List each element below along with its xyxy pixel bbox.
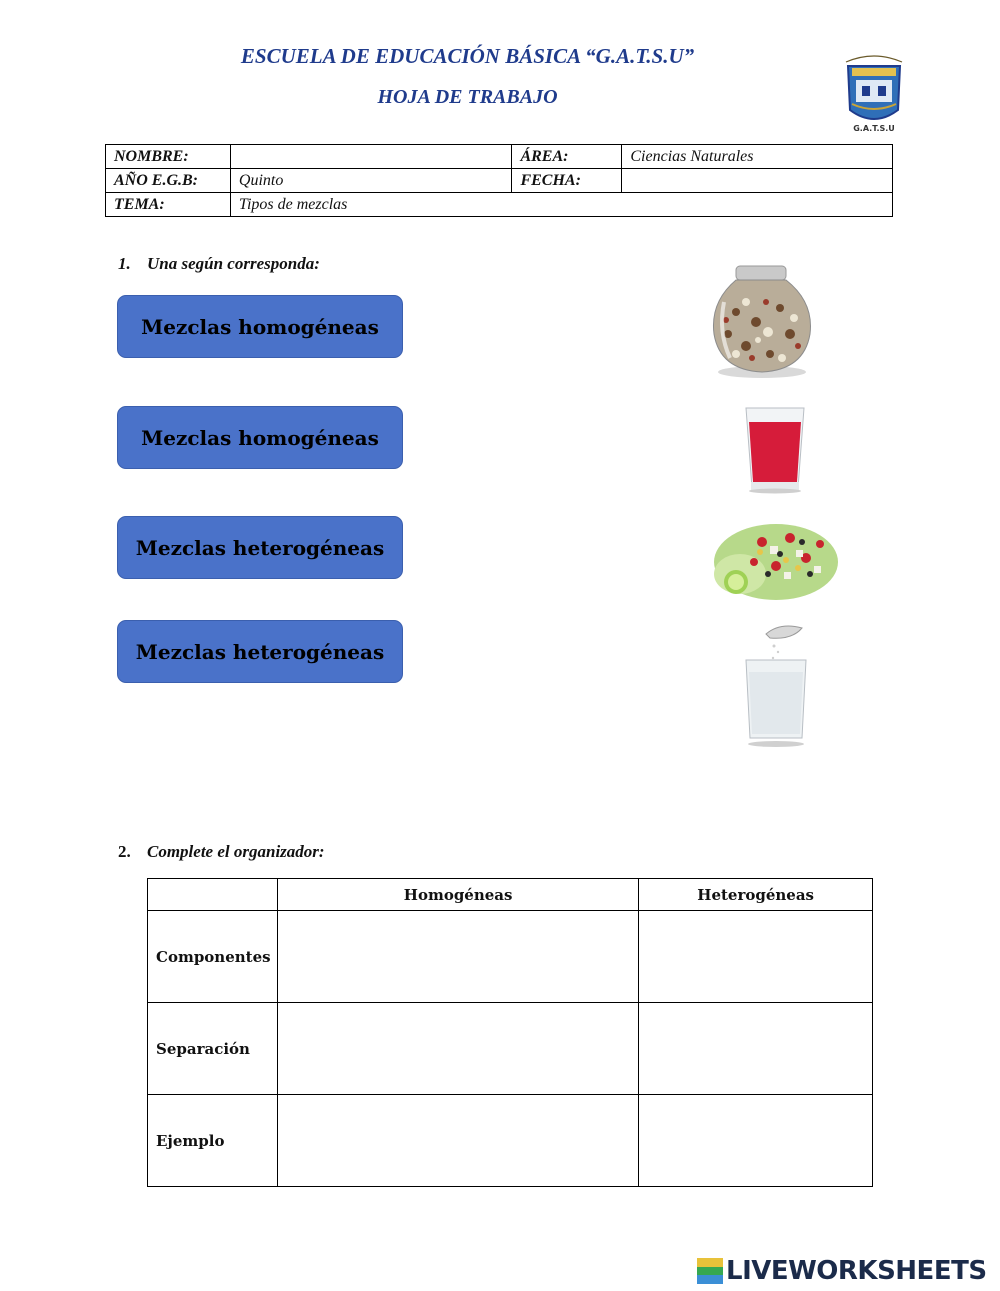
question-1-text: Una según corresponda:	[147, 254, 320, 273]
anio-label: AÑO E.G.B:	[106, 169, 231, 193]
question-2-text: Complete el organizador:	[147, 842, 325, 861]
answer-cell[interactable]	[277, 1095, 638, 1187]
glass-of-red-juice-icon[interactable]	[740, 404, 810, 494]
anio-value: Quinto	[230, 169, 512, 193]
mix-box-4[interactable]: Mezclas heterogéneas	[117, 620, 403, 683]
fecha-field[interactable]	[622, 169, 893, 193]
question-1-number: 1.	[118, 254, 131, 273]
nombre-field[interactable]	[230, 145, 512, 169]
school-logo	[832, 52, 916, 134]
tema-label: TEMA:	[106, 193, 231, 217]
brand-name: LIVEWORKSHEETS	[726, 1256, 987, 1286]
liveworksheets-brand	[697, 1256, 987, 1286]
answer-cell[interactable]	[277, 911, 638, 1003]
answer-cell[interactable]	[277, 1003, 638, 1095]
answer-cell[interactable]	[639, 911, 873, 1003]
area-label: ÁREA:	[512, 145, 622, 169]
organizer-corner	[148, 879, 278, 911]
mix-box-2[interactable]: Mezclas homogéneas	[117, 406, 403, 469]
question-2	[118, 842, 325, 862]
organizer-row-ejemplo: Ejemplo	[148, 1095, 278, 1187]
nombre-label: NOMBRE:	[106, 145, 231, 169]
worksheet-title: HOJA DE TRABAJO	[377, 86, 558, 108]
organizer-header-homogeneas: Homogéneas	[277, 879, 638, 911]
salad-icon[interactable]	[710, 512, 840, 604]
fecha-label: FECHA:	[512, 169, 622, 193]
mix-box-1[interactable]: Mezclas homogéneas	[117, 295, 403, 358]
question-1	[118, 254, 320, 274]
organizer-table	[147, 878, 873, 1187]
organizer-row-separacion: Separación	[148, 1003, 278, 1095]
svg-text:G.A.T.S.U: G.A.T.S.U	[853, 124, 895, 133]
area-value: Ciencias Naturales	[622, 145, 893, 169]
liveworksheets-logo-icon	[697, 1258, 723, 1284]
mix-box-3[interactable]: Mezclas heterogéneas	[117, 516, 403, 579]
jar-of-beans-icon[interactable]	[706, 262, 816, 380]
question-2-number: 2.	[118, 842, 131, 861]
answer-cell[interactable]	[639, 1003, 873, 1095]
student-info-table	[105, 144, 893, 217]
organizer-header-heterogeneas: Heterogéneas	[639, 879, 873, 911]
organizer-row-componentes: Componentes	[148, 911, 278, 1003]
glass-of-water-with-sugar-icon[interactable]	[740, 620, 812, 750]
school-title: ESCUELA DE EDUCACIÓN BÁSICA “G.A.T.S.U”	[240, 44, 695, 68]
tema-value: Tipos de mezclas	[230, 193, 892, 217]
answer-cell[interactable]	[639, 1095, 873, 1187]
